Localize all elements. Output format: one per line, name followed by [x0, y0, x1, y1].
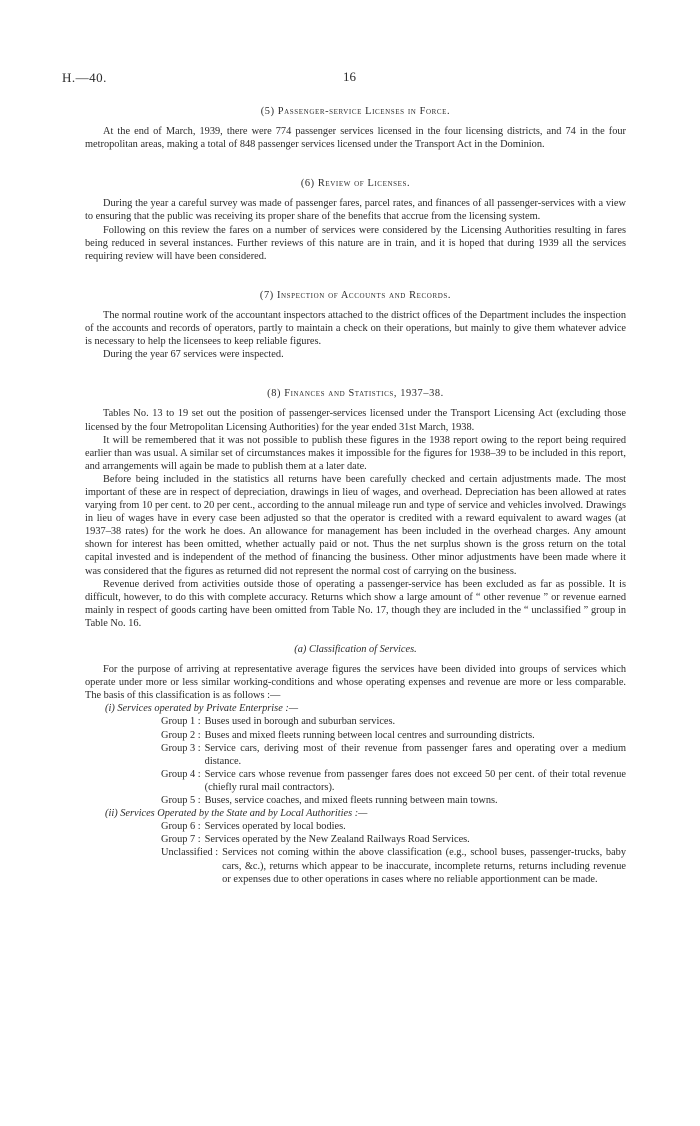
paragraph: It will be remembered that it was not possible to publish these figures in the 1938 report owing to the report being required earlier than was usual. A similar set of circumstances makes it impossible for the figures for 1938–39 to be included in this report, and arrangements will again be made to publish them at a later date. [85, 434, 626, 472]
category-private-enterprise [105, 702, 626, 807]
group-label: Group 5 : [161, 795, 201, 807]
paragraph: During the year a careful survey was made of passenger fares, parcel rates, and finances of all passenger-services with a view to ensuring that the public was receiving its proper share of the benefits that accrue from the licensing system. [85, 198, 626, 223]
group-entry [161, 715, 626, 728]
page-number: 16 [343, 69, 356, 84]
group-label: Group 3 : [161, 742, 201, 754]
group-label: Group 6 : [161, 821, 201, 833]
paragraph: At the end of March, 1939, there were 774 passenger services licensed in the four licensing districts, and 74 in the four metropolitan areas, making a total of 848 passenger services licensed under the Transport Act in the Dominion. [85, 126, 626, 151]
section-heading-review-of-licenses: (6) Review of Licenses. [300, 178, 411, 190]
group-text: Service cars whose revenue from passenger fares does not exceed 50 per cent. of their total revenue (chiefly rural mail contractors). [204, 768, 626, 793]
group-entry [161, 833, 626, 846]
group-label: Group 7 : [161, 834, 201, 846]
group-text: Buses used in borough and suburban services. [204, 716, 396, 728]
group-text: Services operated by local bodies. [204, 821, 346, 833]
page-body [85, 98, 626, 886]
group-entry [161, 768, 626, 794]
unclassified-text: Services not coming within the above classification (e.g., school buses, passenger-trucks, baby cars, &c.), returns which appear to be inaccurate, incomplete returns, returns including revenue or expenses due to other operations in cases where no reliable apportionment can be made. [222, 847, 626, 885]
unclassified-entry [161, 846, 626, 885]
group-label: Group 2 : [161, 729, 201, 741]
paragraph: Before being included in the statistics all returns have been carefully checked and certain adjustments made. The most important of these are in respect of depreciation, drawings in lieu of wages, and overhead. Depreciation has been allowed at rates varying from 10 per cent. to 20 per cent., according to the annual mileage run and type of service and vehicles involved. Drawings in lieu of wages have in every case been adjusted so that the operator is credited with a reward equivalent to award wages (at 1937–38 rates) for the work he does. An allowance for management has been included in the overhead charges. Any amount shown for interest has been omitted, whether actually paid or not. Thus the net surplus shown is the gross return on the total capital invested and is independent of the method of financing the business. Other minor adjustments have been made where it was considered that the figures as returned did not represent the normal cost of carrying on the business. [85, 473, 626, 577]
paragraph: During the year 67 services were inspected. [103, 349, 284, 361]
group-entry [161, 794, 626, 807]
section-heading-inspection: (7) Inspection of Accounts and Records. [259, 289, 452, 301]
subsection-heading-classification: (a) Classification of Services. [294, 644, 417, 655]
group-text: Service cars, deriving most of their revenue from passenger fares and operating over a medium distance. [204, 742, 626, 767]
paragraph: Following on this review the fares on a number of services were considered by the Licensing Authorities resulting in fares being reduced in several instances. Further reviews of this nature are in train, and it is hoped that during 1939 all the services requiring review will have been considered. [85, 224, 626, 262]
group-text: Buses, service coaches, and mixed fleets running between main towns. [204, 795, 498, 807]
group-entry [161, 742, 626, 768]
section-heading-licenses-in-force: (5) Passenger-service Licenses in Force. [260, 106, 451, 117]
group-text: Buses and mixed fleets running between local centres and surrounding districts. [204, 729, 535, 741]
classification-list [85, 702, 626, 885]
paragraph: The normal routine work of the accountant inspectors attached to the district offices of the Department includes the inspection of the accounts and records of operators, partly to maintain a check on their operations, but mainly to give them whatever advice is necessary to help the licensees to keep reliable figures. [85, 309, 626, 348]
paragraph: Revenue derived from activities outside those of operating a passenger-service has been excluded as far as possible. It is difficult, however, to do this with complete accuracy. Returns which show a large amount of “ other revenue ” or revenue earned mainly in respect of goods carting have been omitted from Table No. 17, though they are included in the “ unclassified ” group in Table No. 16. [85, 578, 626, 629]
category-title: (i) Services operated by Private Enterprise :— [105, 703, 299, 715]
paragraph: Tables No. 13 to 19 set out the position of passenger-services licensed under the Transport Licensing Act (excluding those licensed by the four Metropolitan Licensing Authorities) for the year ended 31st March, 1938. [85, 408, 626, 433]
group-label: Group 1 : [161, 716, 201, 728]
group-entry [161, 729, 626, 742]
group-entry [161, 820, 626, 833]
section-heading-finances: (8) Finances and Statistics, 1937–38. [267, 388, 444, 400]
report-code: H.—40. [62, 70, 107, 85]
paragraph: For the purpose of arriving at representative average figures the services have been divided into groups of services which operate under more or less similar working-conditions and whose operating expenses and revenue are more or less comparable. The basis of this classification is as follows :— [85, 664, 626, 702]
category-state-and-local [105, 807, 626, 886]
group-label: Group 4 : [161, 768, 201, 780]
unclassified-label: Unclassified : [161, 847, 219, 859]
group-text: Services operated by the New Zealand Railways Road Services. [204, 834, 470, 846]
category-title: (ii) Services Operated by the State and by Local Authorities :— [105, 808, 368, 820]
